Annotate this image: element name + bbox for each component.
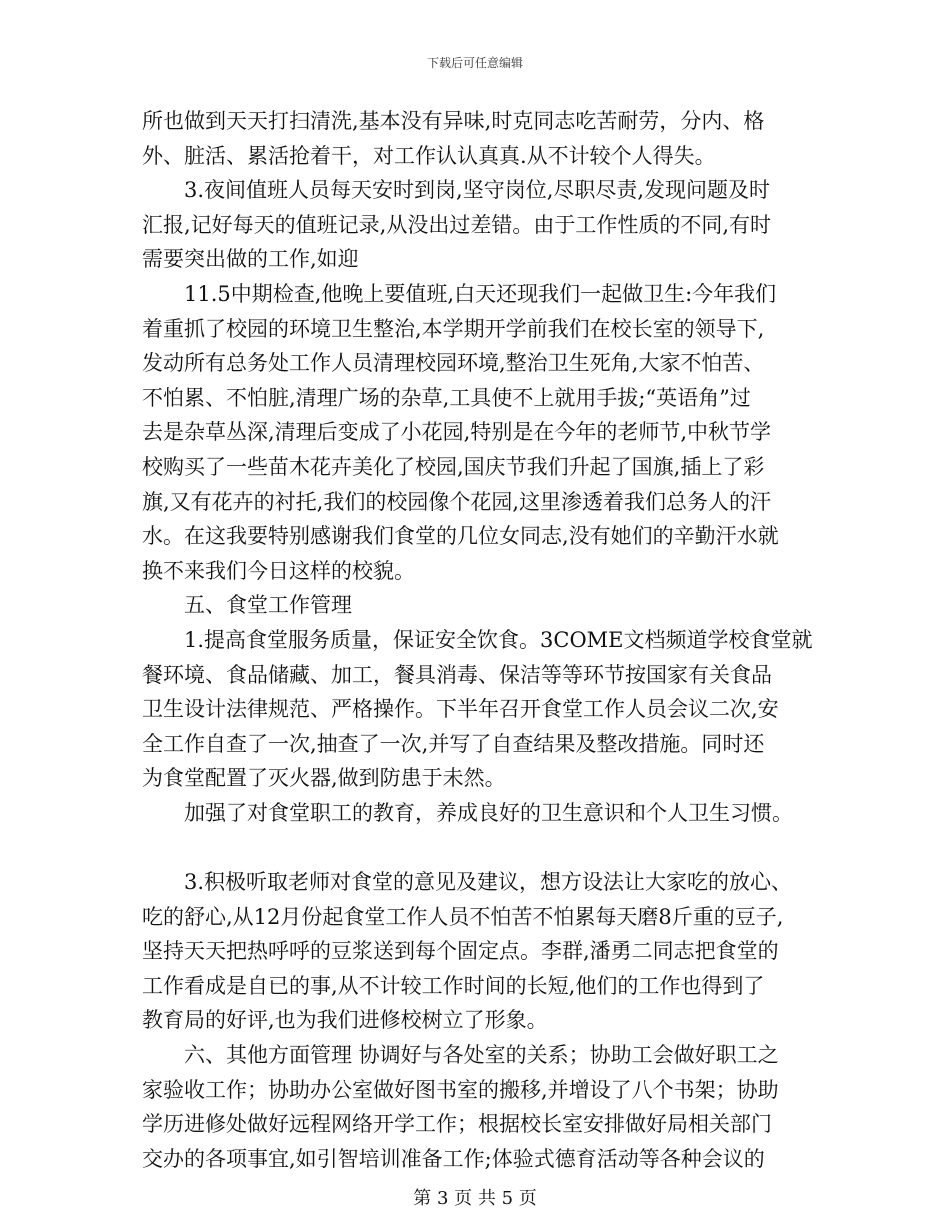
text-line: 去是杂草丛深,清理后变成了小花园,特别是在今年的老师节,中秋节学 xyxy=(142,420,772,445)
text-line: 换不来我们今日这样的校貌。 xyxy=(142,558,415,583)
text-line: 餐环境、食品储藏、加工，餐具消毒、保洁等等环节按国家有关食品 xyxy=(142,662,772,687)
paragraph-start: 3.夜间值班人员每天安时到岗,坚守岗位,尽职尽责,发现问题及时 xyxy=(184,178,771,203)
text-line: 为食堂配置了灭火器,做到防患于未然。 xyxy=(142,766,506,791)
text-line: 全工作自查了一次,抽查了一次,并写了自查结果及整改措施。同时还 xyxy=(142,731,765,756)
paragraph-start: 11.5中期检查,他晚上要值班,白天还现我们一起做卫生:今年我们 xyxy=(184,281,777,306)
text-line: 家验收工作；协助办公室做好图书室的搬移,并增设了八个书架；协助 xyxy=(142,1077,779,1102)
text-line: 不怕累、不怕脏,清理广场的杂草,工具使不上就用手拔;“英语角”过 xyxy=(142,385,751,410)
text-line: 所也做到天天打扫清洗,基本没有异味,时克同志吃苦耐劳，分内、格 xyxy=(142,109,765,133)
blank-line xyxy=(142,830,832,865)
text-line: 教育局的好评,也为我们进修校树立了形象。 xyxy=(142,1008,548,1033)
text-line: 卫生设计法律规范、严格操作。下半年召开食堂工作人员会议二次,安 xyxy=(142,697,779,722)
text-line: 工作看成是自已的事,从不计较工作时间的长短,他们的工作也得到了 xyxy=(142,973,765,998)
page-header: 下载后可任意编辑 xyxy=(426,56,523,70)
text-line: 校购买了一些苗木花卉美化了校园,国庆节我们升起了国旗,插上了彩 xyxy=(142,454,765,479)
document-body xyxy=(142,104,832,1176)
section-heading: 五、食堂工作管理 xyxy=(184,593,352,618)
paragraph-start: 1.提高食堂服务质量，保证安全饮食。3COME文档频道学校食堂就 xyxy=(184,627,813,652)
section-heading: 六、其他方面管理 协调好与各处室的关系；协助工会做好职工之 xyxy=(184,1043,779,1068)
text-line: 外、脏活、累活抢着干，对工作认认真真.从不计较个人得失。 xyxy=(142,143,716,168)
text-line: 吃的舒心,从12月份起食堂工作人员不怕苦不怕累每天磨8斤重的豆子, xyxy=(142,904,784,929)
text-line: 学历进修处做好远程网络开学工作；根据校长室安排做好局相关部门 xyxy=(142,1112,772,1137)
paragraph-start: 加强了对食堂职工的教育，养成良好的卫生意识和个人卫生习惯。 xyxy=(184,800,793,825)
text-line: 需要突出做的工作,如迎 xyxy=(142,247,359,272)
text-line: 水。在这我要特别感谢我们食堂的几位女同志,没有她们的辛勤汗水就 xyxy=(142,524,779,549)
page-footer: 第 3 页 共 5 页 xyxy=(413,1188,537,1209)
text-line: 交办的各项事宜,如引智培训准备工作;体验式德育活动等各种会议的 xyxy=(142,1146,765,1171)
text-line: 发动所有总务处工作人员清理校园环境,整治卫生死角,大家不怕苦、 xyxy=(142,351,765,376)
text-line: 汇报,记好每天的值班记录,从没出过差错。由于工作性质的不同,有时 xyxy=(142,212,772,237)
text-line: 着重抓了校园的环境卫生整治,本学期开学前我们在校长室的领导下, xyxy=(142,316,765,341)
paragraph-start: 3.积极听取老师对食堂的意见及建议，想方设法让大家吃的放心、 xyxy=(184,870,793,895)
text-line: 坚持天天把热呼呼的豆浆送到每个固定点。李群,潘勇二同志把食堂的 xyxy=(142,939,779,964)
text-line: 旗,又有花卉的衬托,我们的校园像个花园,这里渗透着我们总务人的汗 xyxy=(142,489,772,514)
